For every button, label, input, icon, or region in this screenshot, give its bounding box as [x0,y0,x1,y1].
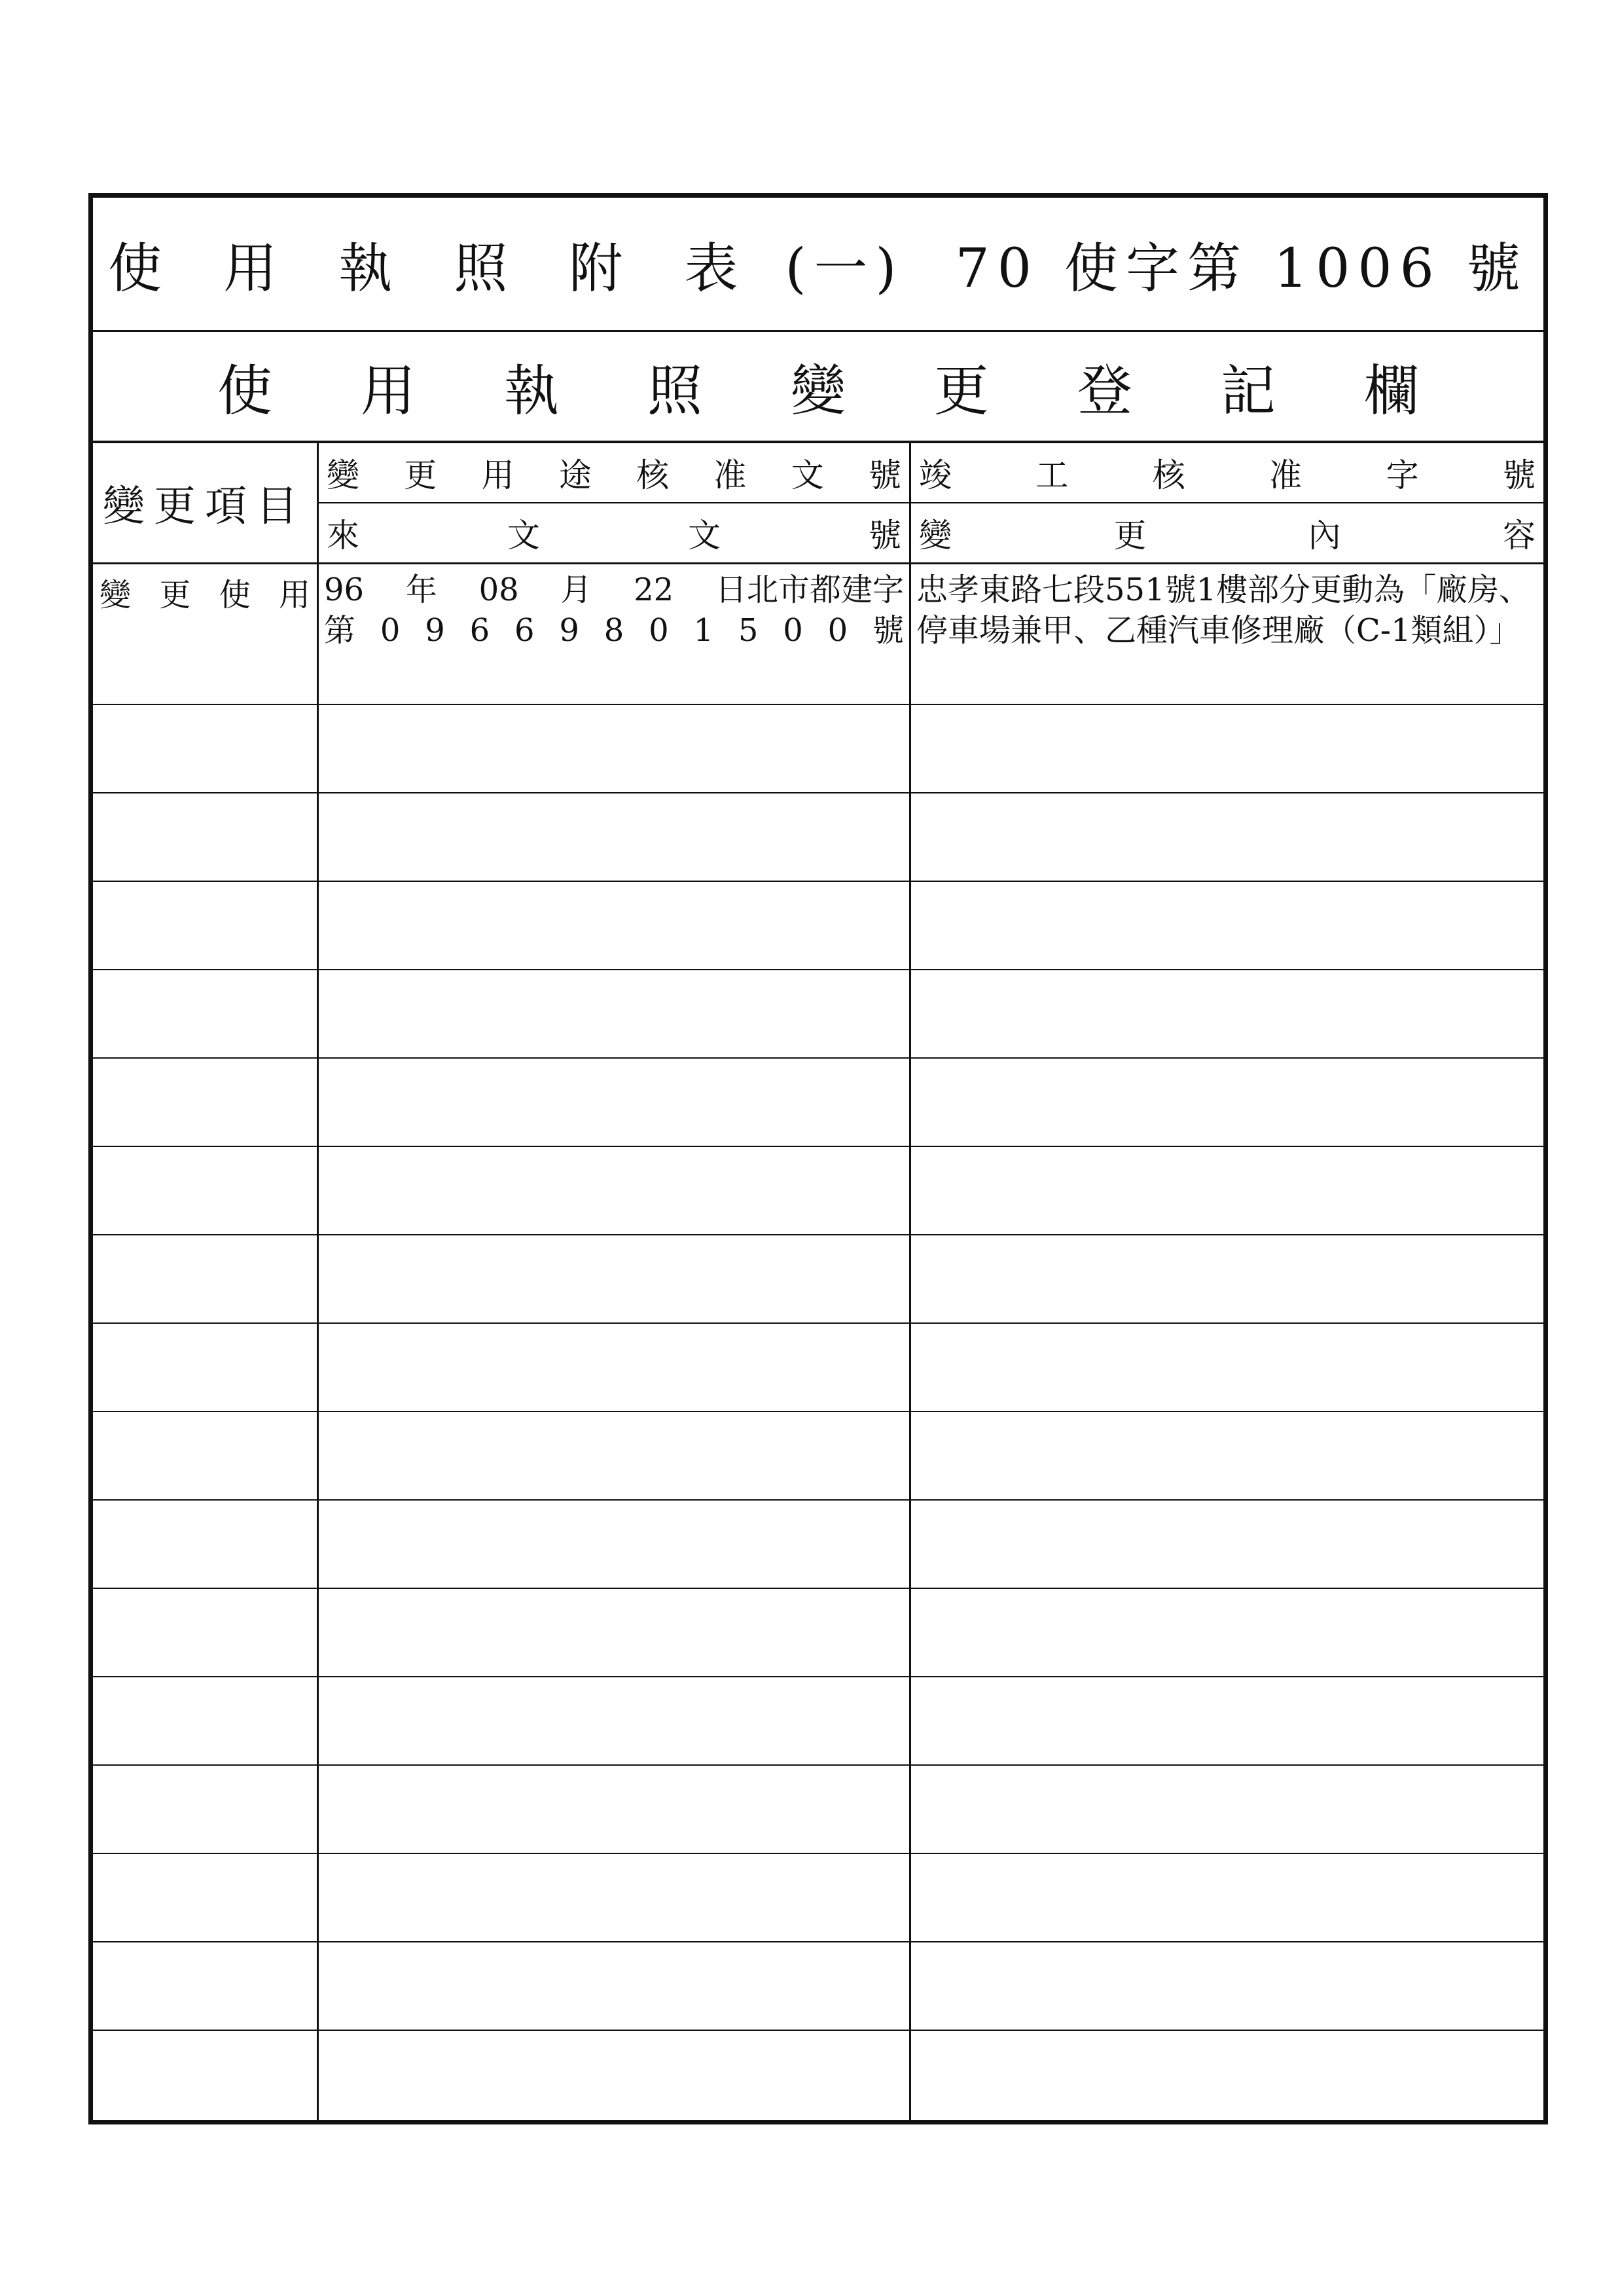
empty-cell [911,1854,1543,1941]
empty-cell [911,1766,1543,1853]
entry-change-item [93,564,319,704]
header-change-content [911,503,1543,562]
empty-cell [319,1854,911,1941]
subtitle-char: 使 [217,358,273,423]
table-row [93,1501,1543,1589]
empty-cell [93,1324,319,1411]
table-row [93,1059,1543,1147]
empty-cell [319,1942,911,2030]
table-row [93,1942,1543,2031]
table-row [93,1854,1543,1942]
title-paren: (一) [785,237,905,300]
table-row [93,1677,1543,1766]
empty-cell [319,1324,911,1411]
header-char: 文 [507,517,540,555]
subtitle-char: 用 [360,358,416,423]
title-number: 70 使字第 1006 號 [955,237,1528,300]
entry-change-content [911,564,1543,704]
table-row [93,1324,1543,1412]
empty-cell [911,882,1543,969]
empty-cell [93,793,319,881]
header-content-column [911,443,1543,564]
header-char: 用 [481,456,514,494]
entry-doc-line-1 [324,570,904,610]
empty-cell [319,1235,911,1322]
header-char: 途 [558,456,592,494]
title-prefix: 使 用 執 照 附 表 [108,237,761,300]
table-row [93,882,1543,970]
empty-cell [319,882,911,969]
empty-cell [911,1677,1543,1764]
header-char: 核 [636,456,670,494]
header-change-item [93,443,319,564]
empty-cell [911,1501,1543,1588]
empty-cell [911,1412,1543,1499]
header-char: 號 [868,456,901,494]
entry-char: 9 [559,612,579,649]
entry-char: 0 [380,612,401,649]
empty-cell [93,1147,319,1234]
subtitle-char: 記 [1220,358,1276,423]
empty-cell [93,1854,319,1941]
entries-table [93,564,1543,2120]
entry-char: 變 [99,577,132,613]
empty-cell [93,1412,319,1499]
registration-form [88,193,1548,2124]
entry-char: 22 [634,572,674,608]
entry-char: 第 [324,612,356,649]
header-char: 變 [327,456,359,494]
empty-cell [93,882,319,969]
header-char: 准 [1269,456,1303,494]
empty-cell [911,793,1543,881]
empty-cell [93,2031,319,2120]
entry-char: 號 [872,612,904,649]
empty-cell [911,2031,1543,2120]
header-incoming-doc-no [319,503,909,562]
table-row [93,1589,1543,1677]
entry-char: 9 [425,612,445,649]
page-title [108,226,1528,302]
empty-cell [911,1059,1543,1146]
entry-char: 0 [783,612,803,649]
entry-char: 0 [649,612,669,649]
header-char: 文 [688,517,721,555]
entry-char: 使 [219,577,251,613]
entry-char: 更 [159,577,191,613]
empty-cell [911,1147,1543,1234]
header-char: 內 [1308,517,1341,555]
table-row [93,1147,1543,1235]
header-char: 竣 [919,456,952,494]
empty-cell [319,1677,911,1764]
empty-cell [911,1324,1543,1411]
header-char: 核 [1152,456,1185,494]
empty-cell [911,1942,1543,2030]
header-char: 號 [1502,456,1536,494]
empty-cell [911,1589,1543,1676]
empty-cell [319,970,911,1057]
entry-char: 月 [560,572,592,608]
empty-cell [911,970,1543,1057]
header-char: 變 [919,517,952,555]
empty-cell [319,1412,911,1499]
table-row [93,1766,1543,1854]
subtitle-char: 登 [1077,358,1132,423]
table-row [93,705,1543,793]
subtitle-char: 變 [790,358,846,423]
subtitle-char: 欄 [1363,358,1419,423]
table-row [93,2031,1543,2120]
empty-cell [93,705,319,792]
entry-content-text: 忠孝東路七段551號1樓部分更動為「廠房、停車場兼甲、乙種汽車修理廠（C-1類組）」 [916,572,1531,649]
header-char: 來 [327,517,359,555]
header-change-item-label: 變更項目 [103,483,307,531]
entry-char: 0 [827,612,848,649]
empty-cell [93,1059,319,1146]
entry-char: 8 [603,612,624,649]
entry-char: 96 [324,572,365,608]
subtitle-char: 更 [933,358,989,423]
entry-document-no [319,564,911,704]
header-char: 字 [1386,456,1419,494]
table-row [93,1235,1543,1324]
empty-cell [319,1766,911,1853]
empty-cell [319,2031,911,2120]
empty-cell [93,1942,319,2030]
empty-cell [93,1501,319,1588]
empty-cell [319,1059,911,1146]
header-char: 更 [1113,517,1147,555]
table-row [93,1412,1543,1501]
entry-char: 1 [693,612,714,649]
empty-cell [93,1235,319,1322]
header-char: 文 [791,456,824,494]
table-row [93,970,1543,1059]
empty-cell [319,705,911,792]
entry-char: 用 [278,577,310,613]
empty-cell [93,1766,319,1853]
subtitle-char: 照 [647,358,702,423]
empty-cell [93,1589,319,1676]
entry-char: 08 [478,572,519,608]
empty-cell [93,970,319,1057]
empty-cell [319,1501,911,1588]
table-row [93,793,1543,882]
entry-char: 年 [405,572,437,608]
header-char: 更 [404,456,437,494]
empty-cell [319,793,911,881]
entry-char: 日北市都建字 [715,572,904,608]
entry-doc-line-2 [324,610,904,651]
header-char: 工 [1035,456,1069,494]
header-char: 准 [713,456,747,494]
header-document-column [319,443,911,564]
entry-char: 6 [514,612,535,649]
empty-cell [319,1589,911,1676]
subtitle-char: 執 [503,358,559,423]
header-char: 容 [1502,517,1536,555]
header-approval-doc-no [319,443,909,503]
form-title-row [93,198,1543,332]
header-char: 號 [869,517,901,555]
empty-cell [319,1147,911,1234]
empty-cell [911,705,1543,792]
empty-cell [93,1677,319,1764]
header-completion-approval-no [911,443,1543,503]
entry-char: 6 [469,612,490,649]
table-row [93,564,1543,705]
empty-cell [911,1235,1543,1322]
entry-char: 5 [738,612,759,649]
subtitle-row [93,332,1543,443]
